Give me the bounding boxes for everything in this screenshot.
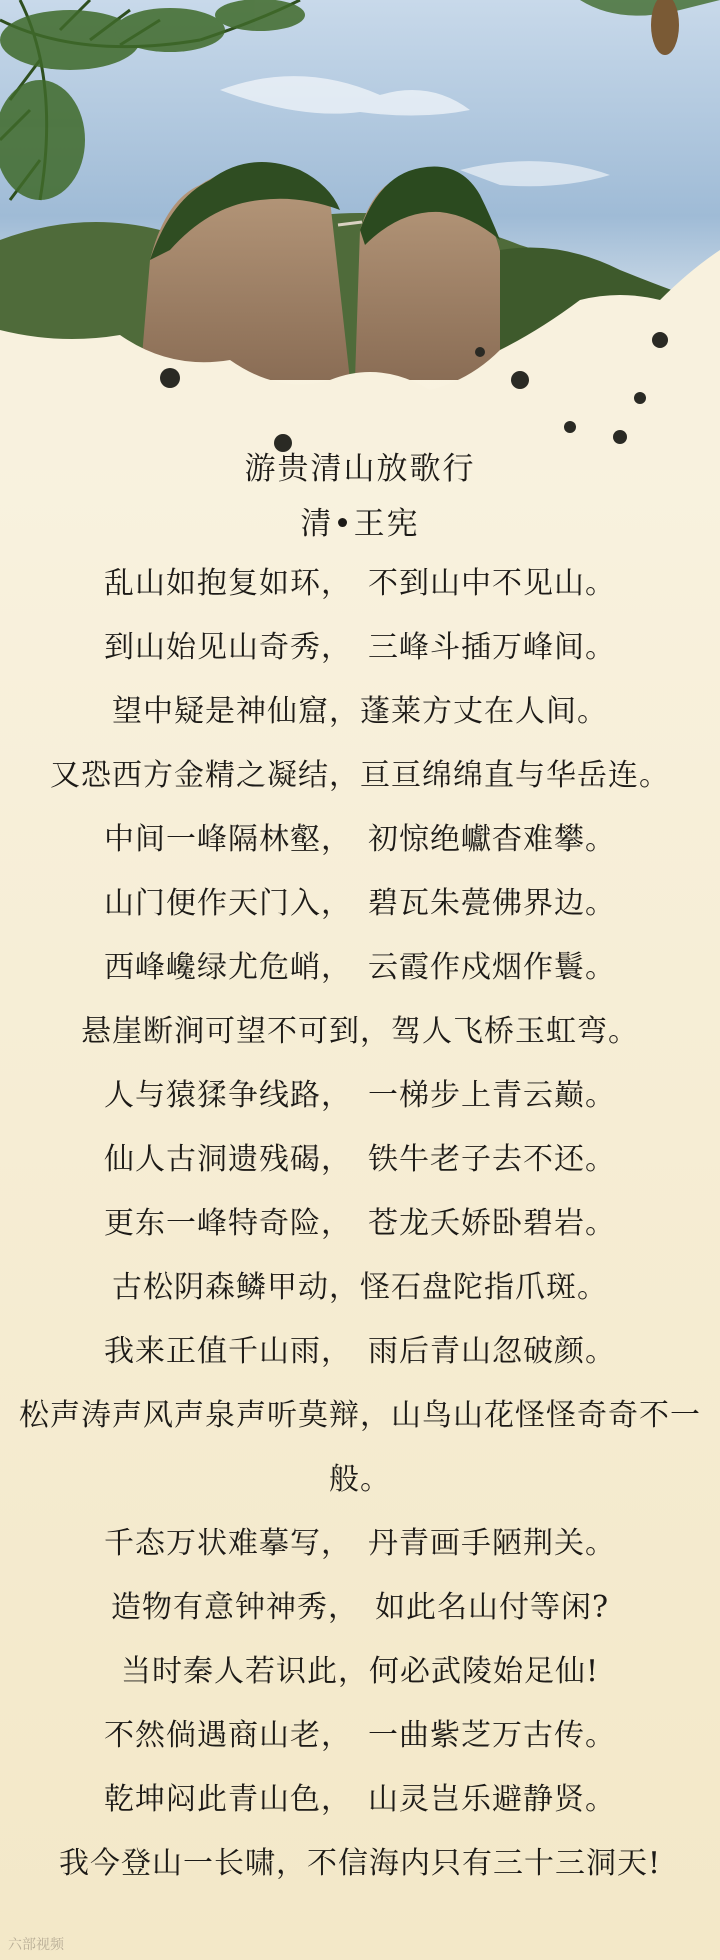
poem-line: 古松阴森鳞甲动，怪石盘陀指爪斑。 <box>112 1270 608 1305</box>
poem-line: 造物有意钟神秀， 如此名山付等闲? <box>110 1590 610 1625</box>
poem-line: 乾坤闷此青山色， 山灵岂乐避静贤。 <box>104 1782 616 1817</box>
poem-line: 又恐西方金精之凝结，亘亘绵绵直与华岳连。 <box>50 758 670 793</box>
poem-line: 松声涛声风声泉声听莫辩，山鸟山花怪怪奇奇不一般。 <box>19 1398 701 1497</box>
mountain-illustration <box>0 0 720 470</box>
poem-line: 不然倘遇商山老， 一曲紫芝万古传。 <box>104 1718 616 1753</box>
poem-line: 人与猿猱争线路， 一梯步上青云巅。 <box>104 1078 616 1113</box>
watermark: 六部视频 <box>8 1937 64 1953</box>
poem-line: 山门便作天门入， 碧瓦朱甍佛界边。 <box>104 886 616 921</box>
poem-line: 更东一峰特奇险， 苍龙夭娇卧碧岩。 <box>104 1206 616 1241</box>
poem-line: 乱山如抱复如环， 不到山中不见山。 <box>104 566 616 601</box>
poem-line: 仙人古洞遗残碣， 铁牛老子去不还。 <box>104 1142 616 1177</box>
poem-line: 到山始见山奇秀， 三峰斗插万峰间。 <box>104 630 616 665</box>
poem-line: 千态万状难摹写， 丹青画手陋荆关。 <box>104 1526 616 1561</box>
poem-title: 游贵清山放歌行 <box>244 451 476 487</box>
poem-line: 中间一峰隔林壑， 初惊绝巘杳难攀。 <box>104 822 616 857</box>
poem-line: 西峰巉绿尤危峭， 云霞作戍烟作鬟。 <box>104 950 616 985</box>
poem-line: 当时秦人若识此，何必武陵始足仙! <box>120 1654 600 1689</box>
poem-author: 清•王宪 <box>300 506 420 542</box>
poem-line: 我来正值千山雨， 雨后青山忽破颜。 <box>104 1334 616 1369</box>
poem-body <box>0 440 720 1896</box>
poem-line: 悬崖断涧可望不可到，驾人飞桥玉虹弯。 <box>81 1014 639 1049</box>
poem-line: 望中疑是神仙窟，蓬莱方丈在人间。 <box>112 694 608 729</box>
poem-line: 我今登山一长啸，不信海内只有三十三洞天! <box>58 1846 662 1881</box>
